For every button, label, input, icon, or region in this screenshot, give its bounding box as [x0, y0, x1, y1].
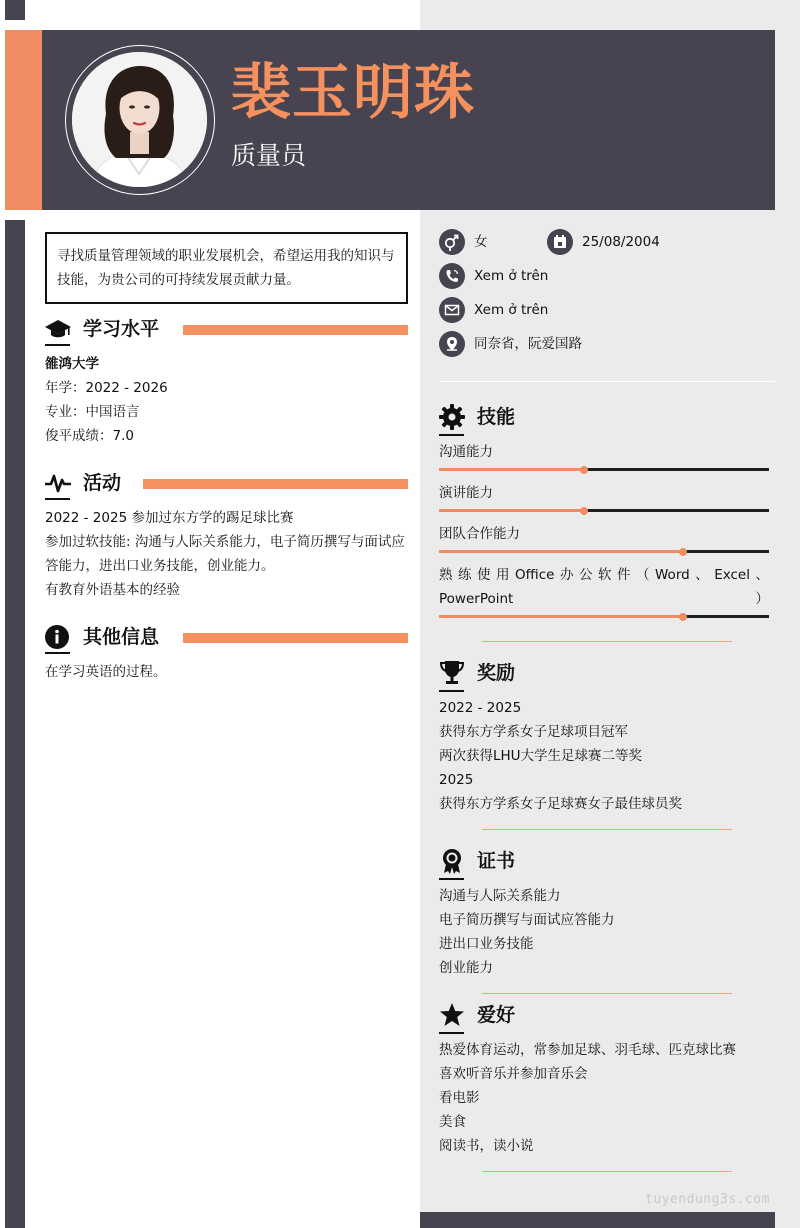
gear-icon [439, 404, 465, 430]
awards-section-header [439, 658, 775, 692]
section-underline [45, 652, 70, 654]
award-line: 2022 - 2025 [439, 700, 522, 716]
section-underline [439, 878, 464, 880]
certificate-line: 创业能力 [439, 960, 493, 976]
profile-photo [72, 52, 207, 187]
award-line: 获得东方学系女子足球赛女子最佳球员奖 [439, 796, 682, 812]
phone-value: Xem ở trên [474, 268, 549, 284]
certificate-line: 电子简历撰写与面试应答能力 [439, 912, 615, 928]
info-icon [45, 625, 71, 649]
skill-item [439, 563, 769, 618]
skill-level-knob [679, 548, 687, 556]
skill-item [439, 440, 769, 471]
skill-item [439, 522, 769, 553]
award-line: 两次获得LHU大学生足球赛二等奖 [439, 748, 643, 764]
avatar [72, 52, 207, 187]
skill-level-fill [439, 509, 584, 512]
trophy-icon [439, 660, 465, 686]
skill-level-fill [439, 468, 584, 471]
gender-icon [439, 229, 465, 255]
other-info-title: 其他信息 [83, 626, 160, 648]
calendar-icon [547, 229, 573, 255]
section-underline [439, 690, 464, 692]
award-ribbon-icon [439, 848, 465, 874]
section-underline [439, 1032, 464, 1034]
skill-level-knob [679, 613, 687, 621]
divider [439, 381, 775, 382]
skill-label: 熟练使用Office办公软件（Word、Excel、PowerPoint） [439, 567, 769, 607]
hobby-line: 阅读书，读小说 [439, 1138, 534, 1154]
divider [482, 641, 732, 642]
star-icon [439, 1002, 465, 1028]
hobby-line: 美食 [439, 1114, 466, 1130]
skills-title: 技能 [477, 406, 516, 428]
decorative-strip [5, 0, 25, 20]
divider [482, 829, 732, 830]
skill-level-fill [439, 550, 683, 553]
section-accent-bar [183, 325, 408, 335]
other-info-line: 在学习英语的过程。 [45, 664, 167, 680]
section-accent-bar [183, 633, 408, 643]
phone-icon [439, 263, 465, 289]
activities-title: 活动 [83, 472, 122, 494]
divider [482, 1171, 732, 1172]
certificates-title: 证书 [477, 850, 516, 872]
section-underline [45, 344, 70, 346]
study-years: 年学：2022 - 2026 [45, 380, 168, 396]
phone-row [439, 263, 639, 289]
certificates-section-header [439, 846, 775, 880]
career-objective: 寻找质量管理领域的职业发展机会，希望运用我的知识与技能，为贵公司的可持续发展贡献力量。 [45, 232, 408, 304]
activities-details [45, 506, 411, 602]
skill-level-knob [580, 466, 588, 474]
left-decorative-strip [5, 220, 25, 1228]
skill-label: 演讲能力 [439, 485, 493, 501]
gpa: 俊平成绩：7.0 [45, 428, 134, 444]
skill-level-bar [439, 468, 769, 471]
graduation-cap-icon [45, 317, 71, 341]
major: 专业：中国语言 [45, 404, 140, 420]
birthday-value: 25/08/2004 [582, 234, 660, 250]
skill-level-bar [439, 509, 769, 512]
skill-level-bar [439, 615, 769, 618]
skill-level-fill [439, 615, 683, 618]
hobbies-title: 爱好 [477, 1004, 516, 1026]
bottom-decorative-bar [420, 1212, 775, 1228]
hobbies-details [439, 1038, 775, 1158]
address-value: 同奈省，阮爱国路 [474, 336, 582, 352]
gender-value: 女 [474, 234, 488, 250]
school-name: 雒鸿大学 [45, 356, 99, 372]
education-details [45, 352, 411, 448]
section-accent-bar [143, 479, 408, 489]
hobby-line: 看电影 [439, 1090, 480, 1106]
section-underline [45, 498, 70, 500]
pulse-icon [45, 471, 71, 495]
address-row [439, 331, 739, 357]
hobby-line: 热爱体育运动，常参加足球、羽毛球、匹克球比赛 [439, 1042, 736, 1058]
hobby-line: 喜欢听音乐并参加音乐会 [439, 1066, 588, 1082]
education-section-header [45, 314, 408, 348]
certificate-line: 进出口业务技能 [439, 936, 534, 952]
gender-row [439, 229, 539, 255]
header-accent-bar [5, 30, 42, 210]
header-banner [5, 30, 775, 210]
certificate-line: 沟通与人际关系能力 [439, 888, 561, 904]
award-line: 获得东方学系女子足球项目冠军 [439, 724, 628, 740]
location-pin-icon [439, 331, 465, 357]
candidate-name: 裴玉明珠 [231, 58, 475, 128]
divider [482, 993, 732, 994]
skill-level-knob [580, 507, 588, 515]
watermark: tuyendung3s.com [645, 1192, 770, 1207]
certificates-details [439, 884, 775, 980]
other-info-section-header [45, 622, 408, 656]
activities-section-header [45, 468, 408, 502]
skill-item [439, 481, 769, 512]
activity-line: 有教育外语基本的经验 [45, 582, 180, 598]
skill-label: 沟通能力 [439, 444, 493, 460]
skill-label: 团队合作能力 [439, 526, 520, 542]
job-title: 质量员 [231, 141, 307, 170]
activity-line: 2022 - 2025 参加过东方学的踢足球比赛 [45, 510, 294, 526]
other-info-details [45, 660, 411, 684]
education-title: 学习水平 [83, 318, 160, 340]
email-row [439, 297, 639, 323]
section-underline [439, 434, 464, 436]
avatar-frame [65, 45, 215, 195]
email-value: Xem ở trên [474, 302, 549, 318]
skill-level-bar [439, 550, 769, 553]
skills-section-header [439, 402, 775, 436]
envelope-icon [439, 297, 465, 323]
award-line: 2025 [439, 772, 474, 788]
awards-details [439, 696, 775, 816]
birthday-row [547, 229, 747, 255]
awards-title: 奖励 [477, 662, 516, 684]
activity-line: 参加过软技能: 沟通与人际关系能力，电子简历撰写与面试应答能力，进出口业务技能，创业能力。 [45, 534, 405, 574]
hobbies-section-header [439, 1000, 775, 1034]
